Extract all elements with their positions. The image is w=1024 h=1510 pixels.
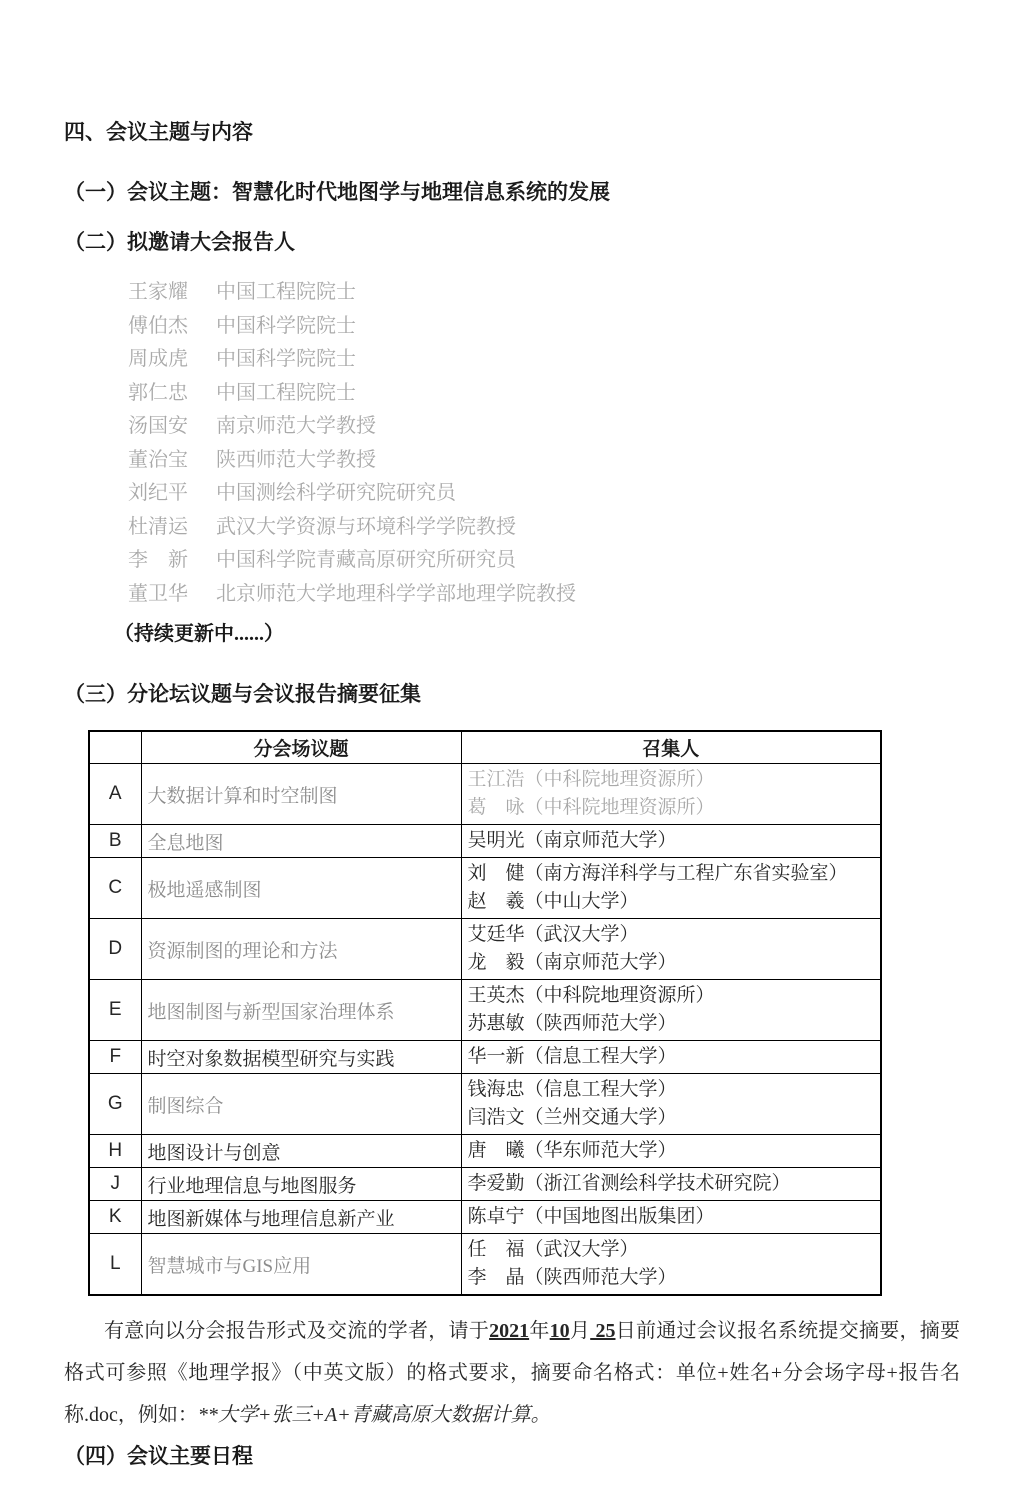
convener-name: 赵 羲（中山大学） [467, 891, 639, 912]
speaker-affiliation: 中国工程院院士 [216, 381, 356, 404]
session-letter: E [89, 980, 141, 1041]
speaker-row [128, 477, 960, 511]
speaker-affiliation: 中国科学院院士 [216, 314, 356, 337]
session-conveners [461, 764, 881, 825]
speaker-affiliation: 中国工程院院士 [216, 281, 356, 303]
section-heading: 四、会议主题与内容 [64, 120, 253, 144]
speaker-name: 李 新 [128, 549, 188, 571]
session-letter: A [89, 764, 141, 825]
speaker-list [64, 276, 960, 611]
paragraph-segment: 月 [569, 1320, 591, 1342]
paragraph-segment: 25 [590, 1320, 616, 1342]
table-row [89, 1041, 881, 1074]
paragraph-segment: **大学+张三+A+青藏高原大数据计算。 [197, 1404, 551, 1426]
speaker-affiliation: 北京师范大学地理科学学部地理学院教授 [216, 582, 576, 605]
session-letter: F [89, 1041, 141, 1074]
session-letter: G [89, 1074, 141, 1135]
updating-note: （持续更新中......） [114, 623, 284, 645]
session-letter: L [89, 1234, 141, 1296]
header-convener-cell: 召集人 [461, 731, 881, 764]
subheading-conference-theme: （一）会议主题：智慧化时代地图学与地理信息系统的发展 [64, 180, 610, 204]
session-conveners [461, 1074, 881, 1135]
paragraph-segment: 有意向以分会报告形式及交流的学者，请于 [104, 1320, 490, 1342]
speaker-row [128, 578, 960, 612]
convener-name: 艾廷华（武汉大学） [467, 924, 639, 945]
session-letter: C [89, 858, 141, 919]
convener-name: 闫浩文（兰州交通大学） [467, 1107, 677, 1128]
speaker-row [128, 410, 960, 444]
speaker-affiliation: 中国测绘科学研究院研究员 [216, 482, 456, 504]
table-header-row [89, 731, 881, 764]
table-row [89, 1074, 881, 1135]
table-row [89, 980, 881, 1041]
table-row [89, 919, 881, 980]
speaker-row [128, 343, 960, 377]
convener-name: 钱海忠（信息工程大学） [467, 1079, 677, 1100]
session-topic: 极地遥感制图 [141, 858, 461, 919]
speaker-affiliation: 南京师范大学教授 [216, 415, 376, 437]
convener-name: 刘 健（南方海洋科学与工程广东省实验室） [467, 863, 848, 884]
header-topic-cell: 分会场议题 [141, 731, 461, 764]
speaker-name: 傅伯杰 [128, 314, 188, 337]
header-letter-cell [89, 731, 141, 764]
session-letter: D [89, 919, 141, 980]
session-letter: K [89, 1201, 141, 1234]
convener-name: 葛 咏（中科院地理资源所） [467, 797, 715, 818]
session-letter: B [89, 825, 141, 858]
convener-name: 李爱勤（浙江省测绘科学技术研究院） [467, 1173, 791, 1194]
speaker-name: 杜清运 [128, 515, 188, 538]
sessions-table [88, 730, 882, 1296]
speaker-row [128, 511, 960, 545]
session-topic: 地图设计与创意 [141, 1135, 461, 1168]
speaker-name: 周成虎 [128, 348, 188, 370]
paragraph-segment: 2021 [489, 1320, 530, 1342]
convener-name: 李 晶（陕西师范大学） [467, 1267, 677, 1288]
session-conveners [461, 858, 881, 919]
speaker-name: 董治宝 [128, 448, 188, 471]
convener-name: 龙 毅（南京师范大学） [467, 952, 677, 973]
speaker-row [128, 377, 960, 411]
session-letter: J [89, 1168, 141, 1201]
table-row [89, 1168, 881, 1201]
convener-name: 王江浩（中科院地理资源所） [467, 769, 715, 790]
speaker-affiliation: 武汉大学资源与环境科学学院教授 [216, 515, 516, 538]
subheading-session-topics: （三）分论坛议题与会议报告摘要征集 [64, 682, 421, 706]
convener-name: 华一新（信息工程大学） [467, 1046, 677, 1067]
convener-name: 唐 曦（华东师范大学） [467, 1140, 677, 1161]
session-topic: 行业地理信息与地图服务 [141, 1168, 461, 1201]
table-row [89, 1234, 881, 1296]
session-conveners [461, 980, 881, 1041]
session-topic: 制图综合 [141, 1074, 461, 1135]
subheading-invited-speakers: （二）拟邀请大会报告人 [64, 230, 295, 254]
session-topic: 地图制图与新型国家治理体系 [141, 980, 461, 1041]
speaker-row [128, 310, 960, 344]
table-row [89, 825, 881, 858]
table-row [89, 1135, 881, 1168]
session-conveners [461, 1168, 881, 1201]
paragraph-segment: 日前通过会议报名系统提交摘要，摘要格式可参照《地理学报》（中英文版）的格式要求，摘要命名格式：单位+姓名+分会场字母+报告名称.doc，例如： [64, 1320, 961, 1426]
session-conveners [461, 1041, 881, 1074]
speaker-row [128, 544, 960, 578]
session-topic: 资源制图的理论和方法 [141, 919, 461, 980]
speaker-name: 汤国安 [128, 415, 188, 437]
speaker-name: 王家耀 [128, 281, 188, 303]
session-conveners [461, 1135, 881, 1168]
session-topic: 地图新媒体与地理信息新产业 [141, 1201, 461, 1234]
convener-name: 苏惠敏（陕西师范大学） [467, 1013, 677, 1034]
speaker-row [128, 444, 960, 478]
session-conveners [461, 825, 881, 858]
speaker-name: 董卫华 [128, 582, 188, 605]
paragraph-segment: 年 [529, 1320, 550, 1342]
speaker-name: 刘纪平 [128, 482, 188, 504]
speaker-row [128, 276, 960, 310]
convener-name: 陈卓宁（中国地图出版集团） [467, 1206, 715, 1227]
session-topic: 时空对象数据模型研究与实践 [141, 1041, 461, 1074]
speaker-affiliation: 中国科学院院士 [216, 348, 356, 370]
paragraph-segment: 10 [549, 1320, 570, 1342]
table-row [89, 764, 881, 825]
session-topic: 智慧城市与GIS应用 [141, 1234, 461, 1296]
submission-paragraph [64, 1310, 960, 1436]
subheading-schedule: （四）会议主要日程 [64, 1444, 253, 1468]
table-row [89, 858, 881, 919]
session-conveners [461, 1201, 881, 1234]
speaker-affiliation: 陕西师范大学教授 [216, 448, 376, 471]
convener-name: 任 福（武汉大学） [467, 1239, 639, 1260]
speaker-affiliation: 中国科学院青藏高原研究所研究员 [216, 549, 516, 571]
session-conveners [461, 919, 881, 980]
speaker-name: 郭仁忠 [128, 381, 188, 404]
session-topic: 全息地图 [141, 825, 461, 858]
session-conveners [461, 1234, 881, 1296]
session-letter: H [89, 1135, 141, 1168]
convener-name: 王英杰（中科院地理资源所） [467, 985, 715, 1006]
convener-name: 吴明光（南京师范大学） [467, 830, 677, 851]
table-row [89, 1201, 881, 1234]
session-topic: 大数据计算和时空制图 [141, 764, 461, 825]
